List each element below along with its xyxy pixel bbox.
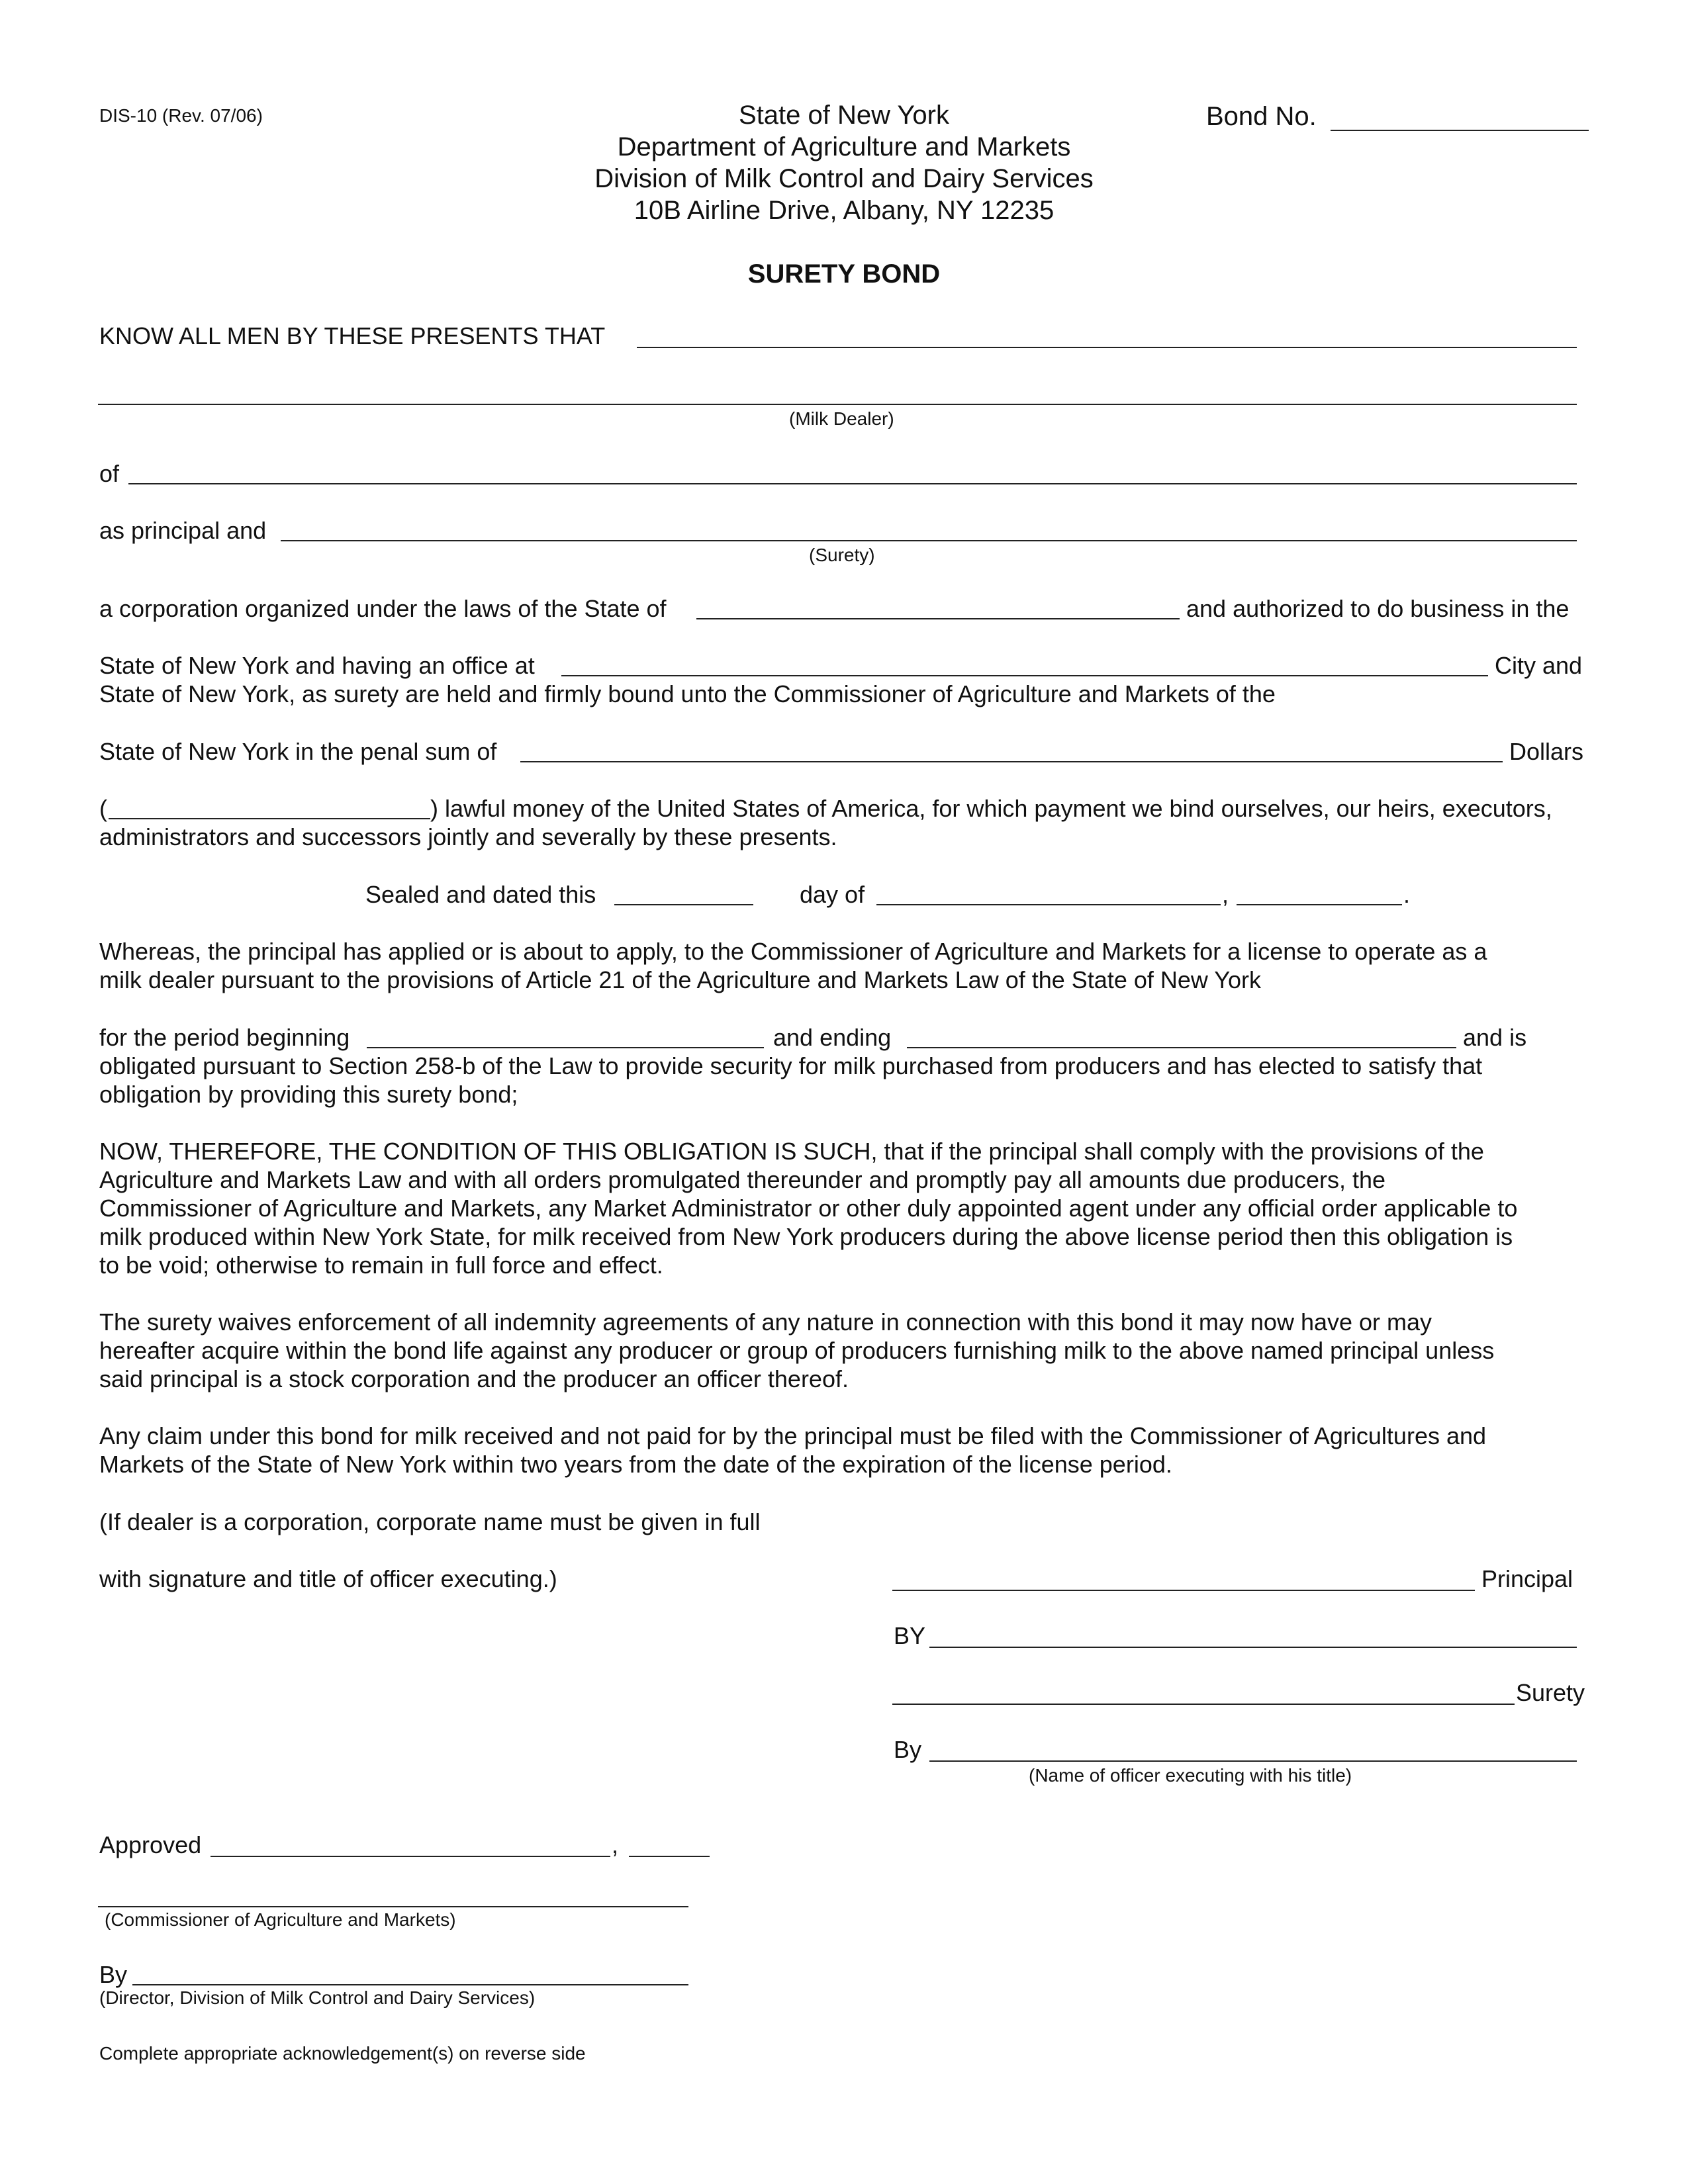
principal-by-line[interactable] — [929, 1647, 1577, 1648]
sealed-label: Sealed and dated this — [365, 881, 596, 908]
corp-note-line-1: (If dealer is a corporation, corporate name must be given in full — [99, 1508, 761, 1535]
waiver-line-2: hereafter acquire within the bond life against any producer or group of producers furnishing milk to the above named principal unless — [99, 1337, 1495, 1364]
bond-no-label: Bond No. — [1206, 102, 1317, 131]
state-of-incorporation-line[interactable] — [696, 618, 1180, 619]
surety-name-line[interactable] — [281, 540, 1577, 541]
footer-note: Complete appropriate acknowledgement(s) on reverse side — [99, 2043, 586, 2064]
agency-line-4: 10B Airline Drive, Albany, NY 12235 — [633, 196, 1055, 225]
penal-sum-words-line[interactable] — [520, 761, 1503, 762]
approved-comma: , — [612, 1831, 619, 1858]
director-caption: (Director, Division of Milk Control and Dairy Services) — [99, 1987, 536, 2008]
condition-line-1: NOW, THEREFORE, THE CONDITION OF THIS OBLIGATION IS SUCH, that if the principal shall comply with the provisions of the — [99, 1138, 1484, 1165]
claim-line-1: Any claim under this bond for milk received and not paid for by the principal must be filed with the Commissioner of Agricultures and — [99, 1422, 1487, 1449]
sealed-day-line[interactable] — [614, 904, 753, 905]
and-is-label: and is — [1463, 1024, 1527, 1051]
waiver-line-1: The surety waives enforcement of all indemnity agreements of any nature in connection with this bond it may now have or may — [99, 1308, 1432, 1336]
obligated-line-2: obligation by providing this surety bond; — [99, 1081, 518, 1108]
day-of-label: day of — [800, 881, 865, 908]
principal-label: Principal — [1481, 1565, 1573, 1592]
of-label: of — [99, 460, 120, 487]
condition-line-3: Commissioner of Agriculture and Markets, any Market Administrator or other duly appointed agent under any official order applicable to — [99, 1195, 1518, 1222]
approved-date-line[interactable] — [211, 1856, 610, 1857]
director-by-label: By — [99, 1961, 128, 1988]
sealed-comma: , — [1222, 881, 1229, 908]
approved-label: Approved — [99, 1831, 202, 1858]
penal-sum-figures-line[interactable] — [109, 818, 430, 819]
surety-caption: (Surety) — [809, 545, 875, 565]
condition-line-5: to be void; otherwise to remain in full force and effect. — [99, 1251, 663, 1279]
held-bound-text: State of New York, as surety are held and firmly bound unto the Commissioner of Agriculture and Markets of the — [99, 680, 1276, 707]
and-ending-label: and ending — [773, 1024, 892, 1051]
lawful-money-text: ) lawful money of the United States of America, for which payment we bind ourselves, our heirs, executors, — [430, 795, 1552, 822]
city-and-label: City and — [1495, 652, 1583, 679]
agency-line-1: State of New York — [739, 101, 949, 130]
milk-dealer-caption: (Milk Dealer) — [789, 408, 894, 429]
office-address-line[interactable] — [561, 675, 1488, 676]
surety-label: Surety — [1516, 1679, 1585, 1706]
waiver-line-3: said principal is a stock corporation and the producer an officer thereof. — [99, 1365, 849, 1392]
period-beginning-label: for the period beginning — [99, 1024, 350, 1051]
whereas-line-1: Whereas, the principal has applied or is about to apply, to the Commissioner of Agriculture and Markets for a license to operate as a — [99, 938, 1487, 965]
by-upper-label: BY — [894, 1622, 926, 1649]
director-signature-line[interactable] — [132, 1984, 688, 1985]
period-ending-line[interactable] — [907, 1047, 1456, 1048]
know-all-label: KNOW ALL MEN BY THESE PRESENTS THAT — [99, 322, 606, 349]
commissioner-caption: (Commissioner of Agriculture and Markets) — [105, 1909, 456, 1930]
agency-line-2: Department of Agriculture and Markets — [617, 132, 1071, 161]
period-beginning-line[interactable] — [367, 1047, 764, 1048]
corp-note-line-2: with signature and title of officer executing.) — [99, 1565, 557, 1592]
surety-by-line[interactable] — [929, 1760, 1577, 1762]
surety-signature-line[interactable] — [892, 1704, 1515, 1705]
dollars-label: Dollars — [1509, 738, 1584, 765]
dealer-address-line[interactable] — [128, 483, 1577, 484]
obligated-line-1: obligated pursuant to Section 258-b of the Law to provide security for milk purchased from producers and has elected to satisfy that — [99, 1052, 1483, 1079]
agency-line-3: Division of Milk Control and Dairy Services — [594, 164, 1094, 193]
bond-no-line[interactable] — [1331, 130, 1589, 131]
sealed-period: . — [1403, 881, 1411, 908]
dealer-name-line-1[interactable] — [637, 347, 1577, 348]
sealed-month-line[interactable] — [876, 904, 1221, 905]
principal-signature-line[interactable] — [892, 1590, 1475, 1591]
form-id: DIS-10 (Rev. 07/06) — [99, 105, 263, 126]
authorized-label: and authorized to do business in the — [1186, 595, 1570, 622]
surety-by-label: By — [894, 1736, 922, 1763]
condition-line-4: milk produced within New York State, for milk received from New York producers during the above license period then this obligation is — [99, 1223, 1513, 1250]
dealer-name-line-2[interactable] — [98, 404, 1577, 405]
whereas-line-2: milk dealer pursuant to the provisions of Article 21 of the Agriculture and Markets Law of the State of New York — [99, 966, 1261, 993]
penal-sum-label: State of New York in the penal sum of — [99, 738, 497, 765]
paren-open: ( — [99, 795, 107, 822]
sealed-year-line[interactable] — [1237, 904, 1402, 905]
page-title: SURETY BOND — [747, 259, 941, 289]
corp-organized-label: a corporation organized under the laws of the State of — [99, 595, 667, 622]
commissioner-signature-line[interactable] — [98, 1906, 688, 1907]
condition-line-2: Agriculture and Markets Law and with all orders promulgated thereunder and promptly pay all amounts due producers, the — [99, 1166, 1386, 1193]
office-at-label: State of New York and having an office at — [99, 652, 535, 679]
claim-line-2: Markets of the State of New York within two years from the date of the expiration of the license period. — [99, 1451, 1172, 1478]
principal-and-label: as principal and — [99, 517, 267, 544]
administrators-text: administrators and successors jointly and severally by these presents. — [99, 823, 837, 850]
approved-year-line[interactable] — [629, 1856, 710, 1857]
officer-caption: (Name of officer executing with his title) — [1029, 1765, 1352, 1786]
